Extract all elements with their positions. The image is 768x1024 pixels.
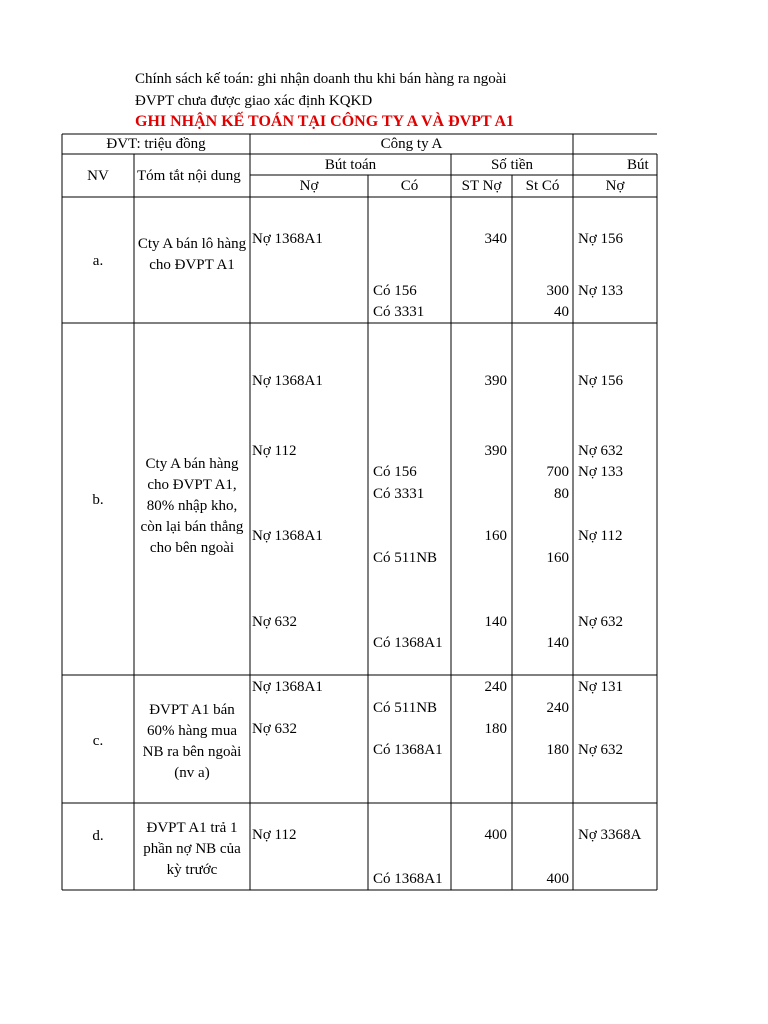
row-b-right-4: Nợ 112 — [578, 528, 623, 544]
row-c-no-1: Nợ 1368A1 — [252, 679, 323, 695]
row-d-st-co-1: 400 — [546, 871, 569, 887]
row-b-nv: b. — [92, 492, 104, 508]
row-c-summary: ĐVPT A1 bán 60% hàng mua NB ra bên ngoài (nv a) — [142, 702, 242, 781]
row-c-co-1: Có 511NB — [373, 700, 438, 716]
st-co-header: St Có — [525, 178, 560, 194]
row-c-nv: c. — [92, 733, 104, 749]
company-a-header: Công ty A — [380, 136, 443, 152]
row-d-st-no-1: 400 — [484, 827, 507, 843]
row-b-st-no-2: 390 — [484, 443, 507, 459]
row-d-no-1: Nợ 112 — [252, 827, 297, 843]
but-toan-header: Bút toán — [324, 157, 377, 173]
row-c-st-co-1: 240 — [546, 700, 569, 716]
co-header: Có — [400, 178, 419, 194]
row-b-no-2: Nợ 112 — [252, 443, 297, 459]
row-b-co-4: Có 1368A1 — [373, 635, 443, 651]
row-c-co-2: Có 1368A1 — [373, 742, 443, 758]
row-b-st-no-1: 390 — [484, 373, 507, 389]
right-but-header: Bút — [627, 157, 649, 173]
row-b-co-2: Có 3331 — [373, 486, 425, 502]
so-tien-header: Số tiền — [490, 157, 534, 173]
row-b-st-no-3: 160 — [484, 528, 507, 544]
row-b-no-3: Nợ 1368A1 — [252, 528, 323, 544]
row-b-right-1: Nợ 156 — [578, 373, 624, 389]
summary-header: Tóm tắt nội dung — [137, 168, 241, 184]
row-a-summary: Cty A bán lô hàng cho ĐVPT A1 — [137, 236, 247, 273]
page-title: GHI NHẬN KẾ TOÁN TẠI CÔNG TY A VÀ ĐVPT A1 — [135, 113, 515, 130]
row-b-right-5: Nợ 632 — [578, 614, 624, 630]
row-d-co-1: Có 1368A1 — [373, 871, 443, 887]
row-b-st-co-1: 700 — [546, 464, 569, 480]
row-a-st-no-1: 340 — [484, 231, 507, 247]
row-b-right-3: Nợ 133 — [578, 464, 624, 480]
row-a-no-1: Nợ 1368A1 — [252, 231, 323, 247]
row-d-nv: d. — [92, 828, 104, 844]
row-a-st-co-2: 40 — [554, 304, 569, 320]
row-c-st-no-1: 240 — [484, 679, 507, 695]
nv-header: NV — [87, 168, 109, 184]
row-b-st-co-3: 160 — [546, 550, 569, 566]
row-c-no-2: Nợ 632 — [252, 721, 298, 737]
row-c-st-no-2: 180 — [484, 721, 507, 737]
row-b-st-co-2: 80 — [554, 486, 569, 502]
row-c-right-2: Nợ 632 — [578, 742, 624, 758]
row-a-nv: a. — [92, 253, 104, 269]
row-b-summary: Cty A bán hàng cho ĐVPT A1, 80% nhập kho, còn lại bán thẳng cho bên ngoài — [140, 456, 244, 556]
row-a-st-co-1: 300 — [546, 283, 569, 299]
row-d-summary: ĐVPT A1 trả 1 phần nợ NB của kỳ trước — [143, 820, 241, 878]
row-b-st-no-4: 140 — [484, 614, 507, 630]
st-no-header: ST Nợ — [461, 178, 502, 194]
row-b-co-1: Có 156 — [373, 464, 417, 480]
row-b-right-2: Nợ 632 — [578, 443, 624, 459]
row-a-right-2: Nợ 133 — [578, 283, 624, 299]
policy-subline: ĐVPT chưa được giao xác định KQKD — [135, 93, 373, 109]
row-b-no-1: Nợ 1368A1 — [252, 373, 323, 389]
row-a-co-2: Có 3331 — [373, 304, 425, 320]
right-no-header: Nợ — [605, 178, 625, 194]
row-c-st-co-2: 180 — [546, 742, 569, 758]
row-a-right-1: Nợ 156 — [578, 231, 624, 247]
no-header: Nợ — [299, 178, 319, 194]
unit-label: ĐVT: triệu đồng — [106, 136, 206, 152]
row-b-co-3: Có 511NB — [373, 550, 438, 566]
policy-line: Chính sách kế toán: ghi nhận doanh thu khi bán hàng ra ngoài — [135, 71, 507, 87]
row-b-st-co-4: 140 — [546, 635, 569, 651]
row-a-co-1: Có 156 — [373, 283, 417, 299]
row-d-right-1: Nợ 3368A — [578, 827, 642, 843]
row-c-right-1: Nợ 131 — [578, 679, 624, 695]
row-b-no-4: Nợ 632 — [252, 614, 298, 630]
